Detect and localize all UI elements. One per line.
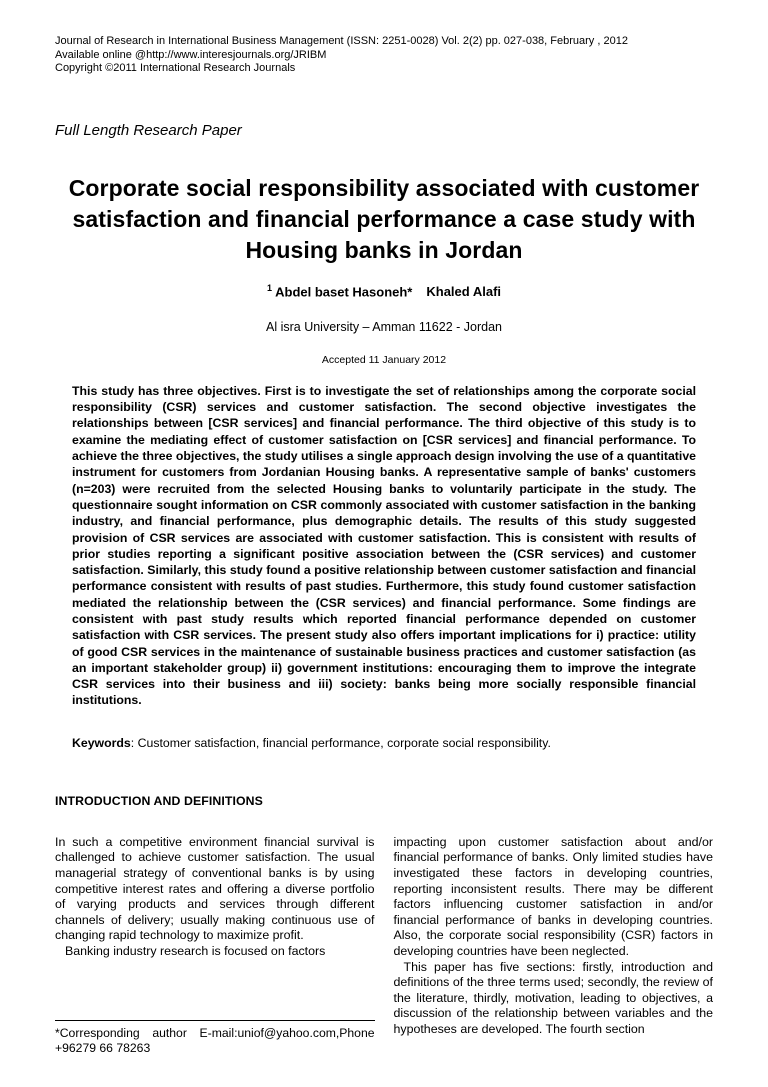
right-column-paragraph-2: This paper has five sections: firstly, introduction and definitions of the three terms used; secondly, the review of the literature, thirdly, motivation, leading to objectives, a discussion of the relationship between variables and the hypotheses are developed. The fourth section — [393, 959, 713, 1036]
keywords-text: : Customer satisfaction, financial performance, corporate social responsibility. — [130, 735, 551, 750]
authors-line — [55, 283, 713, 299]
journal-header-line-3: Copyright ©2011 International Research Journals — [55, 62, 296, 74]
abstract-paragraph: This study has three objectives. First is to investigate the set of relationships among the corporate social responsibility (CSR) services and customer satisfaction. The second objective investigates the relationships between [CSR services] and financial performance. The third objective of this study is to examine the mediating effect of customer satisfaction on [CSR services] and financial performance. To achieve the three objectives, the study utilises a single approach design involving the use of a quantitative instrument for customers from Jordanian Housing banks. A representative sample of banks' customers (n=203) were recruited from the selected Housing banks to voluntarily participate in the study. The questionnaire sought information on CSR commonly associated with customer satisfaction in the banking industry, and financial performance, plus demographic details. The results of this study suggested provision of CSR services are associated with customer satisfaction. This is consistent with results of prior studies reporting a significant positive association between the (CSR services) and customer satisfaction. Similarly, this study found a positive relationship between customer satisfaction and financial performance consistent with results of past studies. Furthermore, this study found customer satisfaction mediated the relationship between the (CSR services) and financial performance. Some findings are consistent with past study results which reported financial performance depended on customer satisfaction with CSR services. The present study also offers important implications for i) practice: utility of good CSR services in the maintenance of sustainable business practices and customer satisfaction (as an important stakeholder group) ii) government institutions: encouraging them to improve the integrate CSR services into their business and iii) society: banks being more socially responsible financial institutions. — [72, 383, 696, 708]
left-column-paragraph-2: Banking industry research is focused on factors — [65, 943, 326, 958]
footnote-text: *Corresponding author E-mail:uniof@yahoo.com,Phone +96279 66 78263 — [55, 1025, 375, 1056]
author-name-2: Khaled Alafi — [426, 283, 502, 299]
paper-title: Corporate social responsibility associated with customer satisfaction and financial performance a case study with Housing banks in Jordan — [68, 174, 700, 263]
body-columns — [55, 835, 713, 1057]
corresponding-author-footnote — [55, 1016, 375, 1057]
left-column — [55, 835, 375, 1057]
section-heading-introduction: INTRODUCTION AND DEFINITIONS — [55, 793, 263, 808]
right-column — [394, 835, 714, 1057]
right-column-paragraph-1: impacting upon customer satisfaction about and/or financial performance of banks. Only limited studies have investigated these factors in developing countries, reporting inconsistent results. There may be different factors influencing customer satisfaction in and/or financial performance of banks in developing countries. Also, the corporate social responsibility (CSR) factors in developing countries have been neglected. — [393, 834, 713, 958]
author-name-1: Abdel baset Hasoneh* — [275, 283, 413, 299]
journal-header-line-1: Journal of Research in International Business Management (ISSN: 2251-0028) Vol. 2(2) pp. 027-038, February , 2012 — [55, 35, 628, 47]
footnote-divider — [55, 1020, 375, 1021]
keywords-line — [72, 736, 696, 750]
left-column-paragraph-1: In such a competitive environment financial survival is challenged to achieve customer satisfaction. The usual managerial strategy of conventional banks is by using competitive interest rates and offering a diverse portfolio of varying products and services through different channels of delivery; usually making continuous use of changing rapid technology to maximize profit. — [55, 834, 375, 943]
paper-type-label: Full Length Research Paper — [55, 121, 242, 139]
author-superscript: 1 — [266, 282, 272, 293]
affiliation: Al isra University – Amman 11622 - Jordan — [266, 319, 502, 334]
accepted-date: Accepted 11 January 2012 — [321, 353, 447, 366]
keywords-label: Keywords — [72, 735, 131, 750]
journal-header-line-2: Available online @http://www.interesjournals.org/JRIBM — [55, 48, 327, 61]
journal-header — [55, 35, 713, 76]
